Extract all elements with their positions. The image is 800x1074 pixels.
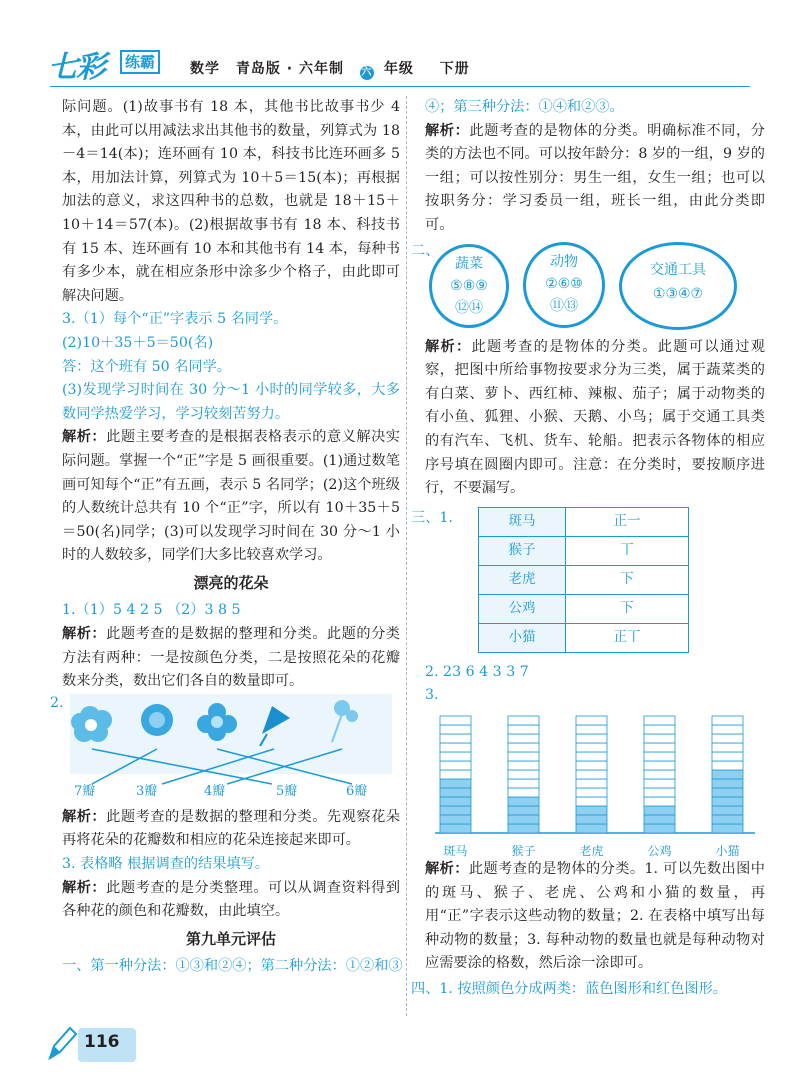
analysis-label: 解析： (62, 879, 107, 896)
analysis-label: 解析： (62, 808, 107, 825)
tally-animal: 小猫 (479, 623, 566, 652)
book-info (190, 58, 480, 80)
bar-cell-filled (440, 797, 471, 806)
analysis-text: 此题考查的是物体的分类。此题可以通过观察，把图中所给事物按要求分为三类，属于蔬菜类的有白菜、萝卜、西红柿、辣椒、茄子；属于动物类的有小鱼、狐狸、小猴、天鹅、小鸟；属于交通工具类的有汽车、飞机、货车、轮船。把表示各物体的相应序号填在圆圈内即可。注意：在分类时，要按顺序进行，不要漏写。 (425, 338, 765, 497)
tally-row (479, 507, 689, 536)
answer-line: 1.（1）5 4 2 5 （2）3 8 5 (62, 602, 241, 619)
bar-cell-filled (644, 815, 675, 824)
bar-label: 猴子 (511, 843, 536, 858)
circle-animals (523, 242, 605, 328)
answer-line: 3. 表格略 根据调查的结果填写。 (62, 856, 269, 873)
bar-cell (644, 770, 675, 779)
page-header (0, 0, 800, 88)
bar-cell (644, 761, 675, 770)
bar-cell (440, 716, 471, 725)
circle-title: 动物 (550, 253, 578, 270)
logo-box: 练霸 (120, 50, 160, 74)
bar-cell-filled (576, 806, 607, 815)
bar-cell-filled (440, 779, 471, 788)
analysis (62, 877, 400, 924)
tally-mark: 正丅 (566, 623, 689, 652)
analysis-label: 解析： (425, 122, 470, 139)
bar-label: 斑马 (443, 843, 468, 858)
bar-cell-filled (644, 806, 675, 815)
bar-label: 老虎 (579, 843, 604, 858)
answer-line: 3. (425, 687, 439, 704)
bar-cell (576, 734, 607, 743)
bar-cell (576, 716, 607, 725)
analysis-text: 此题考查的是数据的整理和分类。先观察花朵再将花朵的花瓣数和相应的花朵连接起来即可。 (62, 808, 400, 849)
bar-cell-filled (712, 788, 743, 797)
analysis-text: 此题主要考查的是根据表格表示的意义解决实际问题。掌握一个“正”字是 5 画很重要。(1)通过数笔画可知每个“正”有五画，表示 5 名同学；(2)这个班级的人数统计总共有 10 个“正”字，所以有 10＋35＋5＝50(名)同学；(3)可以发现学习时间在 30 分～1 小时的人数较多，同学们大多比较喜欢学习。 (62, 429, 400, 564)
circle-items: ②⑥⑩ (545, 275, 583, 292)
brand-logo (48, 42, 198, 88)
bar-cell (712, 734, 743, 743)
bar-cell (440, 770, 471, 779)
circle-items: ⑪⑬ (550, 297, 578, 314)
flower-2 (141, 704, 173, 736)
answer-line: 3.（1）每个“正”字表示 5 名同学。 (62, 311, 288, 328)
bar-cell (440, 725, 471, 734)
section-title: 漂亮的花朵 (193, 573, 269, 592)
bar-cell (440, 761, 471, 770)
circle-transport (619, 242, 737, 330)
tally-table (478, 507, 689, 653)
grade-mark: 六 (361, 67, 373, 78)
bar-cell-filled (712, 779, 743, 788)
answer-line: ④；第三种分法：①④和②③。 (425, 99, 624, 115)
bar-cell (712, 725, 743, 734)
logo-text: 七彩 (48, 50, 104, 85)
bar-cell-filled (440, 806, 471, 815)
question-number: 三、1. (411, 509, 453, 526)
bar-cell (644, 725, 675, 734)
answer-line: 2. 23 6 4 3 3 7 (425, 663, 529, 680)
tally-mark: 正一 (566, 507, 689, 536)
petal-label: 5瓣 (276, 783, 298, 799)
subject: 数学 (190, 61, 220, 77)
bar-cell-filled (440, 788, 471, 797)
bar-cell-filled (712, 824, 743, 833)
bar-cell-filled (440, 824, 471, 833)
bar-cell (644, 734, 675, 743)
tally-animal: 斑马 (479, 507, 566, 536)
bar (576, 716, 607, 833)
tally-row (479, 594, 689, 623)
bar-cell (576, 743, 607, 752)
circle-items: ⑤⑧⑨ (450, 277, 488, 294)
bar-cell (508, 779, 539, 788)
analysis-label: 解析： (62, 626, 107, 643)
bar-cell (712, 716, 743, 725)
answer-line: (2)10＋35＋5＝50(名) (62, 334, 214, 351)
grade-label: 年级 (383, 61, 414, 77)
bar-cell-filled (508, 824, 539, 833)
bar (712, 716, 743, 833)
bar-cell-filled (508, 806, 539, 815)
bar-cell (508, 761, 539, 770)
petal-label: 4瓣 (204, 783, 226, 799)
bar-cell-filled (644, 824, 675, 833)
circle-items: ①③④⑦ (652, 285, 704, 302)
answer-line: (3)发现学习时间在 30 分～1 小时的同学较多，大多数同学热爱学习，学习较刻苦努力。 (62, 382, 400, 422)
classification-circles (411, 238, 765, 336)
bar-cell (508, 716, 539, 725)
section-title: 第九单元评估 (185, 929, 276, 948)
tally-mark: 丅 (566, 536, 689, 565)
bar-cell (508, 734, 539, 743)
bar-cell-filled (712, 806, 743, 815)
answer-line: 答：这个班有 50 名同学。 (62, 358, 231, 375)
bar-chart (425, 708, 765, 858)
bar-cell (644, 797, 675, 806)
circle-items: ⑫⑭ (455, 299, 483, 316)
analysis (62, 623, 400, 694)
analysis (62, 806, 400, 853)
petal-label: 6瓣 (346, 783, 368, 799)
bar-cell (508, 752, 539, 761)
bar-cell-filled (712, 770, 743, 779)
tally-row (479, 623, 689, 652)
column-divider (406, 96, 407, 1016)
right-column (411, 96, 765, 1001)
bar-cell (712, 752, 743, 761)
circle-vegetables (429, 244, 509, 328)
tally-animal: 猴子 (479, 536, 566, 565)
bar (440, 716, 471, 833)
question-number: 2. (50, 694, 64, 711)
bar-cell-filled (440, 815, 471, 824)
bar-cell (508, 770, 539, 779)
answer-line: 四、1. 按照颜色分成两类：蓝色图形和红色图形。 (411, 980, 727, 997)
petal-label: 3瓣 (136, 783, 158, 799)
analysis-text: 此题考查的是物体的分类。明确标准不同，分类的方法也不同。可以按年龄分：8 岁的一组，9 岁的一组；可以按性别分：男生一组，女生一组；也可以按职务分：学习委员一组，班长一组，由此分类即可。 (425, 122, 765, 233)
question-number: 二、 (411, 242, 440, 259)
bar-cell (576, 752, 607, 761)
bar-cell (576, 770, 607, 779)
bar (508, 716, 539, 833)
bar-cell (644, 743, 675, 752)
bar-label: 小猫 (715, 843, 740, 858)
bar-cell-filled (508, 815, 539, 824)
answer-line: 一、第一种分法：①③和②④；第二种分法：①②和③ (62, 958, 403, 975)
bar-cell (440, 752, 471, 761)
edition: 青岛版 · 六年制 (235, 61, 344, 77)
circle-title: 蔬菜 (455, 255, 483, 272)
tally-row (479, 565, 689, 594)
tally-animal: 公鸡 (479, 594, 566, 623)
pencil-icon (44, 1024, 78, 1064)
paragraph: 际问题。(1)故事书有 18 本，其他书比故事书少 4 本，由此可以用减法求出其他书的数量，列算式为 18－4＝14(本)；连环画有 10 本，科技书比连环画多 5 本，用加法计算，列算式为 10＋5＝15(本)；再根据加法的意义，求这四种书的总数，也就是 18＋15＋10＋14＝57(本)。(2)根据故事书有 18 本、科技书有 15 本、连环画有 10 本和其他书有 14 本，每种书有多少本，就在相应条形中涂多少个格子，由此即可解决问题。 (62, 99, 400, 304)
header-rule (50, 86, 750, 87)
bar-cell-filled (712, 815, 743, 824)
flower-lines-figure (62, 694, 392, 806)
analysis (62, 426, 400, 568)
analysis-text: 此题考查的是物体的分类。1. 可以先数出图中的斑马、猴子、老虎、公鸡和小猫的数量，再用“正”字表示这些动物的数量；2. 在表格中填写出每种动物的数量；3. 每种动物的数量也就是每种动物对应需要涂的格数，然后涂一涂即可。 (425, 860, 765, 972)
bar-cell (508, 788, 539, 797)
bar-cell (576, 797, 607, 806)
analysis-text: 此题考查的是分类整理。可以从调查资料得到各种花的颜色和花瓣数，由此填空。 (62, 879, 400, 920)
circle-title: 交通工具 (650, 261, 706, 278)
tally-row (479, 536, 689, 565)
bar-cell (440, 734, 471, 743)
bar-cell (712, 743, 743, 752)
bar-cell (644, 752, 675, 761)
bar (644, 716, 675, 833)
bar-cell (576, 779, 607, 788)
analysis-label: 解析： (62, 429, 107, 446)
bar-cell-filled (576, 815, 607, 824)
left-column (50, 96, 403, 979)
analysis (425, 336, 765, 501)
analysis-label: 解析： (425, 338, 472, 355)
tally-mark: 下 (566, 594, 689, 623)
tally-mark: 下 (566, 565, 689, 594)
tally-section (411, 507, 765, 653)
petal-label: 7瓣 (74, 783, 96, 799)
tally-animal: 老虎 (479, 565, 566, 594)
bar-cell (644, 716, 675, 725)
bar-cell (576, 761, 607, 770)
bar-label: 公鸡 (647, 843, 672, 858)
bar-cell-filled (576, 824, 607, 833)
bar-cell (508, 725, 539, 734)
volume: 下册 (439, 61, 470, 77)
analysis (425, 120, 765, 238)
bar-cell (644, 788, 675, 797)
bar-cell (644, 779, 675, 788)
bar-cell (440, 743, 471, 752)
bar-cell (712, 761, 743, 770)
analysis (425, 858, 765, 976)
bar-cell-filled (508, 797, 539, 806)
bar-cell (576, 788, 607, 797)
bar-cell (576, 725, 607, 734)
flower-matching (50, 694, 400, 806)
page-number: 116 (84, 1032, 120, 1052)
analysis-label: 解析： (425, 860, 469, 877)
analysis-text: 此题考查的是数据的整理和分类。此题的分类方法有两种：一是按颜色分类，二是按照花朵的花瓣数来分类，数出它们各自的数量即可。 (62, 626, 400, 690)
bar-cell (508, 743, 539, 752)
bar-cell-filled (712, 797, 743, 806)
